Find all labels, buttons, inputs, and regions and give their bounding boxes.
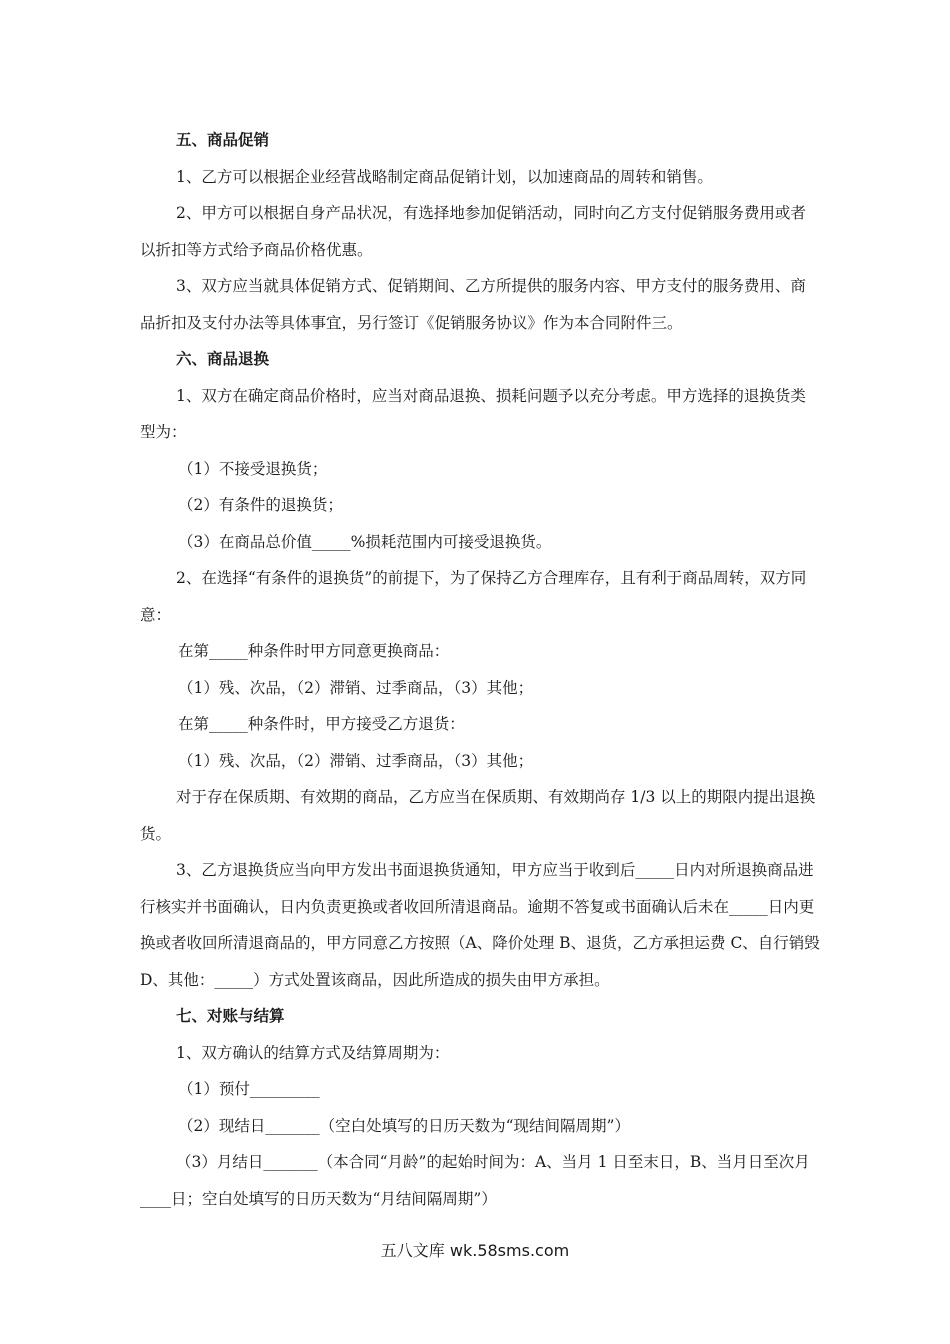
section-heading-promotion: 五、商品促销 bbox=[176, 131, 270, 149]
paragraph: 2、在选择“有条件的退换货”的前提下，为了保持乙方合理库存，且有利于商品周转，双方同意： bbox=[140, 569, 807, 624]
footer-watermark: 五八文库 wk.58sms.com bbox=[380, 1241, 570, 1260]
list-item: 在第_____种条件时，甲方接受乙方退货： bbox=[178, 715, 465, 733]
paragraph: 1、双方在确定商品价格时，应当对商品退换、损耗问题予以充分考虑。甲方选择的退换货类型为： bbox=[140, 386, 806, 441]
list-item: （1）残、次品，（2）滞销、过季商品，（3）其他； bbox=[178, 678, 534, 697]
paragraph: （3）月结日_______（本合同“月龄”的起始时间为：A、当月 1 日至末日，B、当月日至次月____日；空白处填写的日历天数为“月结间隔周期”） bbox=[140, 1153, 810, 1208]
document-body bbox=[140, 122, 820, 1217]
list-item: （2）有条件的退换货； bbox=[178, 496, 343, 514]
paragraph: 3、双方应当就具体促销方式、促销期间、乙方所提供的服务内容、甲方支付的服务费用、商品折扣及支付办法等具体事宜，另行签订《促销服务协议》作为本合同附件三。 bbox=[140, 277, 806, 332]
section-heading-settlement: 七、对账与结算 bbox=[176, 1007, 285, 1025]
paragraph: 2、甲方可以根据自身产品状况，有选择地参加促销活动，同时向乙方支付促销服务费用或者以折扣等方式给予商品价格优惠。 bbox=[140, 204, 806, 259]
list-item: （1）预付_________ bbox=[178, 1080, 320, 1098]
list-item: （1）不接受退换货； bbox=[178, 459, 328, 478]
paragraph: 1、乙方可以根据企业经营战略制定商品促销计划，以加速商品的周转和销售。 bbox=[176, 167, 713, 186]
paragraph: 3、乙方退换货应当向甲方发出书面退换货通知，甲方应当于收到后_____日内对所退换商品进行核实并书面确认，日内负责更换或者收回所清退商品。逾期不答复或书面确认后未在_____日内更换或者收回所清退商品的，甲方同意乙方按照（A、降价处理 B、退货，乙方承担运费 C、自行销毁 D、其他：_____）方式处置该商品，因此所造成的损失由甲方承担。 bbox=[140, 861, 820, 989]
list-item: （2）现结日_______（空白处填写的日历天数为“现结间隔周期”） bbox=[178, 1116, 630, 1135]
paragraph: 1、双方确认的结算方式及结算周期为： bbox=[176, 1043, 450, 1062]
list-item: 在第_____种条件时甲方同意更换商品： bbox=[178, 642, 450, 660]
list-item: （1）残、次品，（2）滞销、过季商品，（3）其他； bbox=[178, 751, 534, 770]
paragraph: 对于存在保质期、有效期的商品，乙方应当在保质期、有效期尚存 1/3 以上的期限内提出退换货。 bbox=[140, 788, 816, 843]
section-heading-returns: 六、商品退换 bbox=[176, 350, 270, 368]
list-item: （3）在商品总价值_____%损耗范围内可接受退换货。 bbox=[178, 532, 552, 551]
